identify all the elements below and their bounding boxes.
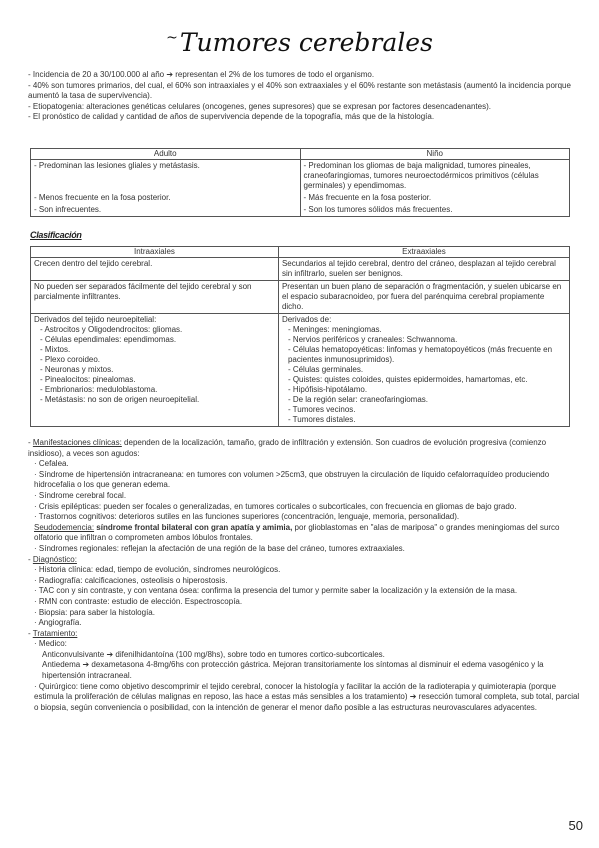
list-item: - Hipófisis-hipotálamo. <box>287 385 368 394</box>
list-item: - De la región selar: craneofaringiomas. <box>287 395 429 404</box>
list-item: - Células hematopoyéticas: linfomas y hematopoyéticos (más frecuente en pacientes inmunosuprimidos). <box>287 345 553 364</box>
page-number: 50 <box>568 818 583 833</box>
classification-table <box>30 246 570 427</box>
table1-header-child: Niño <box>300 149 570 160</box>
list-item: - Plexo coroideo. <box>40 355 101 364</box>
treatment-surgical: · Quirúrgico: tiene como objetivo descomprimir el tejido cerebral, conocer la histología y facilitar la acción de la radioterapia y quimioterapia (porque estimula la proliferación de células malignas en reposo, las hace a estas más sensibles a los tratamiento) ➔ resección tumoral completa, sub total, parcial o biopsia, según conveniencia o posibilidad, con la intención de generar el menor daño posible a las estructuras neurovasculares adyacentes. <box>34 681 580 712</box>
table1-header-adult: Adulto <box>31 149 301 160</box>
list-item: - Neuronas y mixtos. <box>40 365 114 374</box>
diagnosis-item: · TAC con y sin contraste, y con ventana ósea: confirma la presencia del tumor y permite saber la localización y la extensión de la masa. <box>34 586 518 596</box>
intro-line: - El pronóstico de calidad y cantidad de años de supervivencia depende de la topografía, más que de la histología. <box>28 112 435 122</box>
section-heading: Clasificación <box>30 230 82 240</box>
clinical-section <box>28 438 583 713</box>
intro-section <box>28 70 583 123</box>
treatment-heading: - Tratamiento: <box>28 628 78 638</box>
diagnosis-label: Diagnóstico: <box>32 554 77 564</box>
list-item: - Células ependimales: ependimomas. <box>40 335 177 344</box>
table2-header-extra: Extraaxiales <box>278 247 569 258</box>
flourish-icon: ~ <box>166 29 178 46</box>
intro-line: - Etiopatogenia: alteraciones genéticas celulares (oncogenes, genes supresores) que se expresan por factores desencadenantes). <box>28 101 491 111</box>
diagnosis-item: · Historia clínica: edad, tiempo de evolución, síndromes neurológicos. <box>34 565 281 575</box>
list-item: - Tumores vecinos. <box>287 405 356 414</box>
table2-header-intra: Intraaxiales <box>31 247 279 258</box>
list-title: Derivados de: <box>281 315 332 324</box>
table2-cell: Crecen dentro del tejido cerebral. <box>31 258 279 281</box>
list-item: - Mixtos. <box>40 345 71 354</box>
list-item: - Tumores distales. <box>287 415 356 424</box>
list-item: - Embrionarios: meduloblastoma. <box>40 385 158 394</box>
table2-cell: Secundarios al tejido cerebral, dentro del cráneo, desplazan al tejido cerebral sin infiltrarlo, suelen ser benignos. <box>278 258 569 281</box>
list-item: - Astrocitos y Oligodendrocitos: gliomas. <box>40 325 183 334</box>
treatment-medico: · Medico: <box>34 639 67 649</box>
treatment-label: Tratamiento: <box>32 628 78 638</box>
age-comparison-table <box>30 148 570 217</box>
clinical-item: · Crisis epilépticas: pueden ser focales o generalizadas, en tumores corticales o subcorticales, con frecuencia en gliomas de bajo grado. <box>34 501 517 511</box>
table2-cell-intra-list <box>31 314 279 427</box>
pseudodementia-label: Seudodemencia: <box>34 522 95 532</box>
clinical-item: · Síndrome de hipertensión intracraneana: en tumores con volumen >25cm3, que obstruyen la circulación de líquido cefalorraquídeo produciendo hidrocefalia o los que generan edema. <box>34 469 550 490</box>
list-item: - Pinealocitos: pinealomas. <box>40 375 136 384</box>
intro-line: - 40% son tumores primarios, del cual, el 60% son intraaxiales y el 40% son extraaxiales y el 60% restante son metástasis (aumentó la incidencia porque aumentó la tasa de supervivencia). <box>28 80 571 101</box>
diagnosis-item: · RMN con contraste: estudio de elección. Espectroscopía. <box>34 596 243 606</box>
diagnosis-item: · Angiografía. <box>34 618 82 628</box>
table1-cell: - Menos frecuente en la fosa posterior. <box>31 192 301 204</box>
table2-cell: Presentan un buen plano de separación o fragmentación, y suelen ubicarse en el espacio subaracnoideo, por fuera del parénquima cerebral propiamente dicho. <box>278 281 569 314</box>
treatment-antiedema: Antiedema ➔ dexametasona 4-8mg/6hs con protección gástrica. Mejoran transitoriamente los síntomas al disminuir el edema vasogénico y la hipertensión intracraneal. <box>42 660 544 681</box>
clinical-item: · Síndromes regionales: reflejan la afectación de una región de la base del cráneo, tumores extraaxiales. <box>34 543 405 553</box>
clinical-item: · Trastornos cognitivos: deterioros sutiles en las funciones superiores (concentración, lenguaje, memoria, personalidad). <box>34 512 460 522</box>
treatment-anticonvulsant: Anticonvulsivante ➔ difenilhidantoína (100 mg/8hs), sobre todo en tumores cortico-subcorticales. <box>42 649 385 659</box>
pseudodementia-bold: síndrome frontal bilateral con gran apatía y amimia, <box>94 522 293 532</box>
clinical-item: · Cefalea. <box>34 459 69 469</box>
pseudodementia-item <box>28 523 583 544</box>
clinical-intro: - Manifestaciones clínicas: dependen de la localización, tamaño, grado de infiltración y extensión. Son cuadros de evolución progresiva (comienzo insidioso), a veces son agudos: <box>28 438 547 458</box>
table1-cell: - Predominan las lesiones gliales y metástasis. <box>31 160 301 193</box>
table1-cell: - Predominan los gliomas de baja malignidad, tumores pineales, craneofaringiomas, tumores neuroectodérmicos primitivos (células germinales) y ependimomas. <box>300 160 570 193</box>
list-item: - Metástasis: no son de origen neuroepitelial. <box>40 395 200 404</box>
list-title: Derivados del tejido neuroepitelial: <box>34 315 157 324</box>
table1-cell: - Son infrecuentes. <box>31 204 301 217</box>
diagnosis-item: · Biopsia: para saber la histología. <box>34 607 155 617</box>
list-item: - Nervios periféricos y craneales: Schwannoma. <box>287 335 458 344</box>
list-item: - Meninges: meningiomas. <box>287 325 382 334</box>
page-title: ~Tumores cerebrales <box>166 28 433 57</box>
clinical-label: Manifestaciones clínicas: <box>32 438 122 447</box>
pseudodementia-text: por glioblastomas en "alas de mariposa" o grandes meningiomas del surco olfatorio que infiltran o comprometen ambos lóbulos frontales. <box>34 522 560 543</box>
table2-cell-extra-list <box>278 314 569 427</box>
list-item: - Quistes: quistes coloides, quistes epidermoides, hamartomas, etc. <box>287 375 528 384</box>
diagnosis-heading: - Diagnóstico: <box>28 554 77 564</box>
table1-cell: - Son los tumores sólidos más frecuentes. <box>300 204 570 217</box>
clinical-item: · Síndrome cerebral focal. <box>34 490 127 500</box>
intro-line: - Incidencia de 20 a 30/100.000 al año ➔ representan el 2% de los tumores de todo el organismo. <box>28 70 375 79</box>
clinical-intro-text: dependen de la localización, tamaño, grado de infiltración y extensión. Son cuadros de evolución progresiva (comienzo insidioso), a veces son agudos: <box>28 438 547 458</box>
diagnosis-item: · Radiografía: calcificaciones, osteolisis o hiperostosis. <box>34 575 228 585</box>
list-item: - Células germinales. <box>287 365 364 374</box>
table1-cell: - Más frecuente en la fosa posterior. <box>300 192 570 204</box>
table2-cell: No pueden ser separados fácilmente del tejido cerebral y son parcialmente infiltrantes. <box>31 281 279 314</box>
